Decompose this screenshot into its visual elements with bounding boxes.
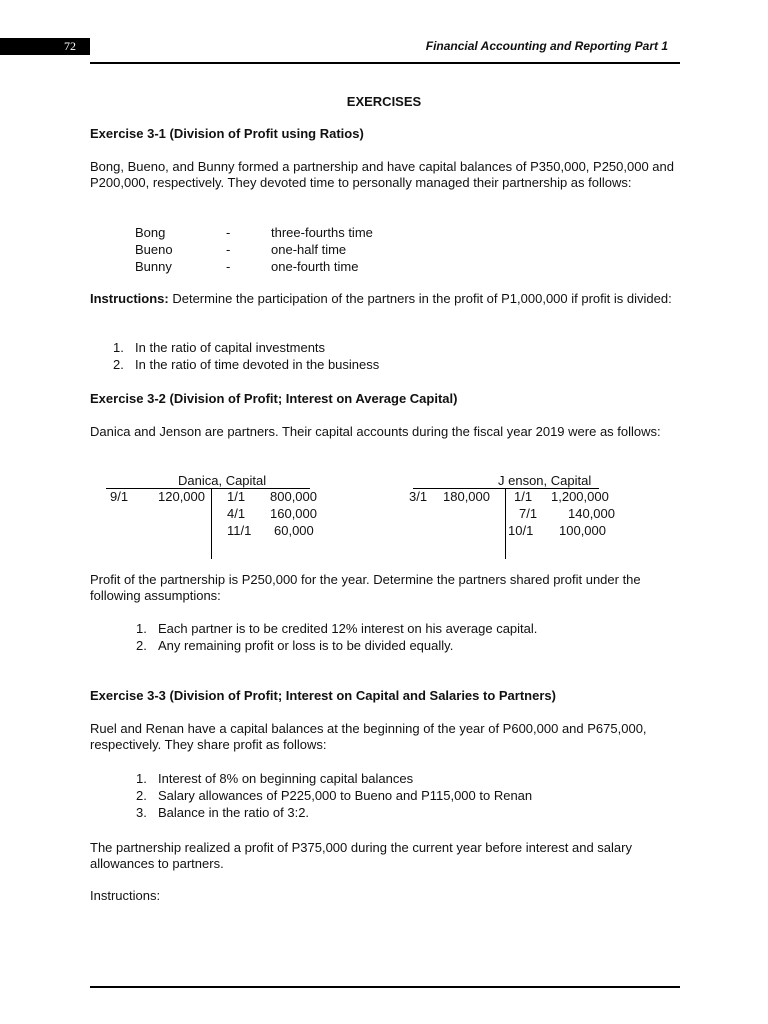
credit-date: 7/1 (519, 506, 538, 521)
exercise-3-2-list (136, 620, 537, 654)
list-text: Each partner is to be credited 12% interest on his average capital. (158, 621, 538, 636)
footer-rule (90, 986, 680, 988)
instructions-text: Determine the participation of the partners in the profit of P1,000,000 if profit is divided: (168, 291, 672, 306)
exercise-3-3-realized: The partnership realized a profit of P375,000 during the current year before interest and salary allowances to partners. (90, 840, 632, 871)
partner-dash: - (226, 225, 231, 240)
list-number: 1. (136, 771, 147, 786)
list-number: 3. (136, 805, 147, 820)
exercise-3-1-intro: Bong, Bueno, and Bunny formed a partnership and have capital balances of P350,000, P250,000 and P200,000, respectively. They devoted time to personally managed their partnership as follows: (90, 159, 674, 190)
exercise-3-2-intro: Danica and Jenson are partners. Their capital accounts during the fiscal year 2019 were as follows: (90, 424, 661, 439)
list-item (113, 356, 379, 373)
exercise-3-1-title: Exercise 3-1 (Division of Profit using Ratios) (90, 126, 364, 141)
account-title: Danica, Capital (178, 473, 267, 488)
debit-date: 9/1 (110, 489, 129, 504)
credit-amount: 140,000 (568, 506, 615, 521)
list-text: Any remaining profit or loss is to be divided equally. (158, 638, 454, 653)
list-item (136, 620, 537, 637)
exercise-3-3-instructions-label: Instructions: (90, 888, 161, 903)
list-item (136, 804, 532, 821)
list-number: 1. (136, 621, 147, 636)
debit-amount: 120,000 (158, 489, 205, 504)
account-title: J enson, Capital (498, 473, 592, 488)
exercise-3-2-title: Exercise 3-2 (Division of Profit; Interest on Average Capital) (90, 391, 458, 406)
partner-name: Bong (135, 225, 166, 240)
exercise-3-3-list (136, 770, 532, 821)
account-divider (211, 489, 212, 559)
exercise-3-3-title: Exercise 3-3 (Division of Profit; Interest on Capital and Salaries to Partners) (90, 688, 556, 703)
list-number: 1. (113, 340, 124, 355)
instructions-label: Instructions: (90, 291, 169, 306)
list-number: 2. (113, 357, 124, 372)
list-number: 2. (136, 638, 147, 653)
list-text: In the ratio of capital investments (135, 340, 326, 355)
credit-amount: 1,200,000 (551, 489, 609, 504)
credit-amount: 800,000 (270, 489, 317, 504)
debit-date: 3/1 (409, 489, 428, 504)
list-item (136, 637, 537, 654)
partner-name: Bueno (135, 242, 173, 257)
exercise-3-3-intro: Ruel and Renan have a capital balances at the beginning of the year of P600,000 and P675,000, respectively. They share profit as follows: (90, 721, 647, 752)
partner-dash: - (226, 242, 231, 257)
credit-amount: 60,000 (274, 523, 314, 538)
credit-date: 11/1 (227, 523, 252, 538)
list-text: In the ratio of time devoted in the business (135, 357, 380, 372)
page-number: 72 (0, 38, 90, 55)
exercise-3-1-instructions (90, 291, 680, 307)
list-text: Balance in the ratio of 3:2. (158, 805, 310, 820)
credit-date: 4/1 (227, 506, 246, 521)
credit-date: 1/1 (514, 489, 533, 504)
section-title: EXERCISES (346, 94, 422, 109)
list-text: Salary allowances of P225,000 to Bueno and P115,000 to Renan (158, 788, 533, 803)
list-text: Interest of 8% on beginning capital balances (158, 771, 414, 786)
partner-time: three-fourths time (271, 225, 373, 240)
list-item (136, 787, 532, 804)
credit-date: 10/1 (508, 523, 534, 538)
exercise-3-1-list (113, 339, 379, 373)
partner-name: Bunny (135, 259, 172, 274)
credit-amount: 160,000 (270, 506, 317, 521)
book-title: Financial Accounting and Reporting Part 1 (425, 39, 668, 53)
list-number: 2. (136, 788, 147, 803)
credit-date: 1/1 (227, 489, 246, 504)
account-divider (505, 489, 506, 559)
header-rule (90, 62, 680, 64)
debit-amount: 180,000 (443, 489, 490, 504)
list-item (136, 770, 532, 787)
partner-dash: - (226, 259, 231, 274)
list-item (113, 339, 379, 356)
credit-amount: 100,000 (559, 523, 606, 538)
exercise-3-2-profit-text: Profit of the partnership is P250,000 for the year. Determine the partners shared profit under the following assumptions: (90, 572, 641, 603)
partner-time: one-half time (271, 242, 347, 257)
partner-time: one-fourth time (271, 259, 359, 274)
